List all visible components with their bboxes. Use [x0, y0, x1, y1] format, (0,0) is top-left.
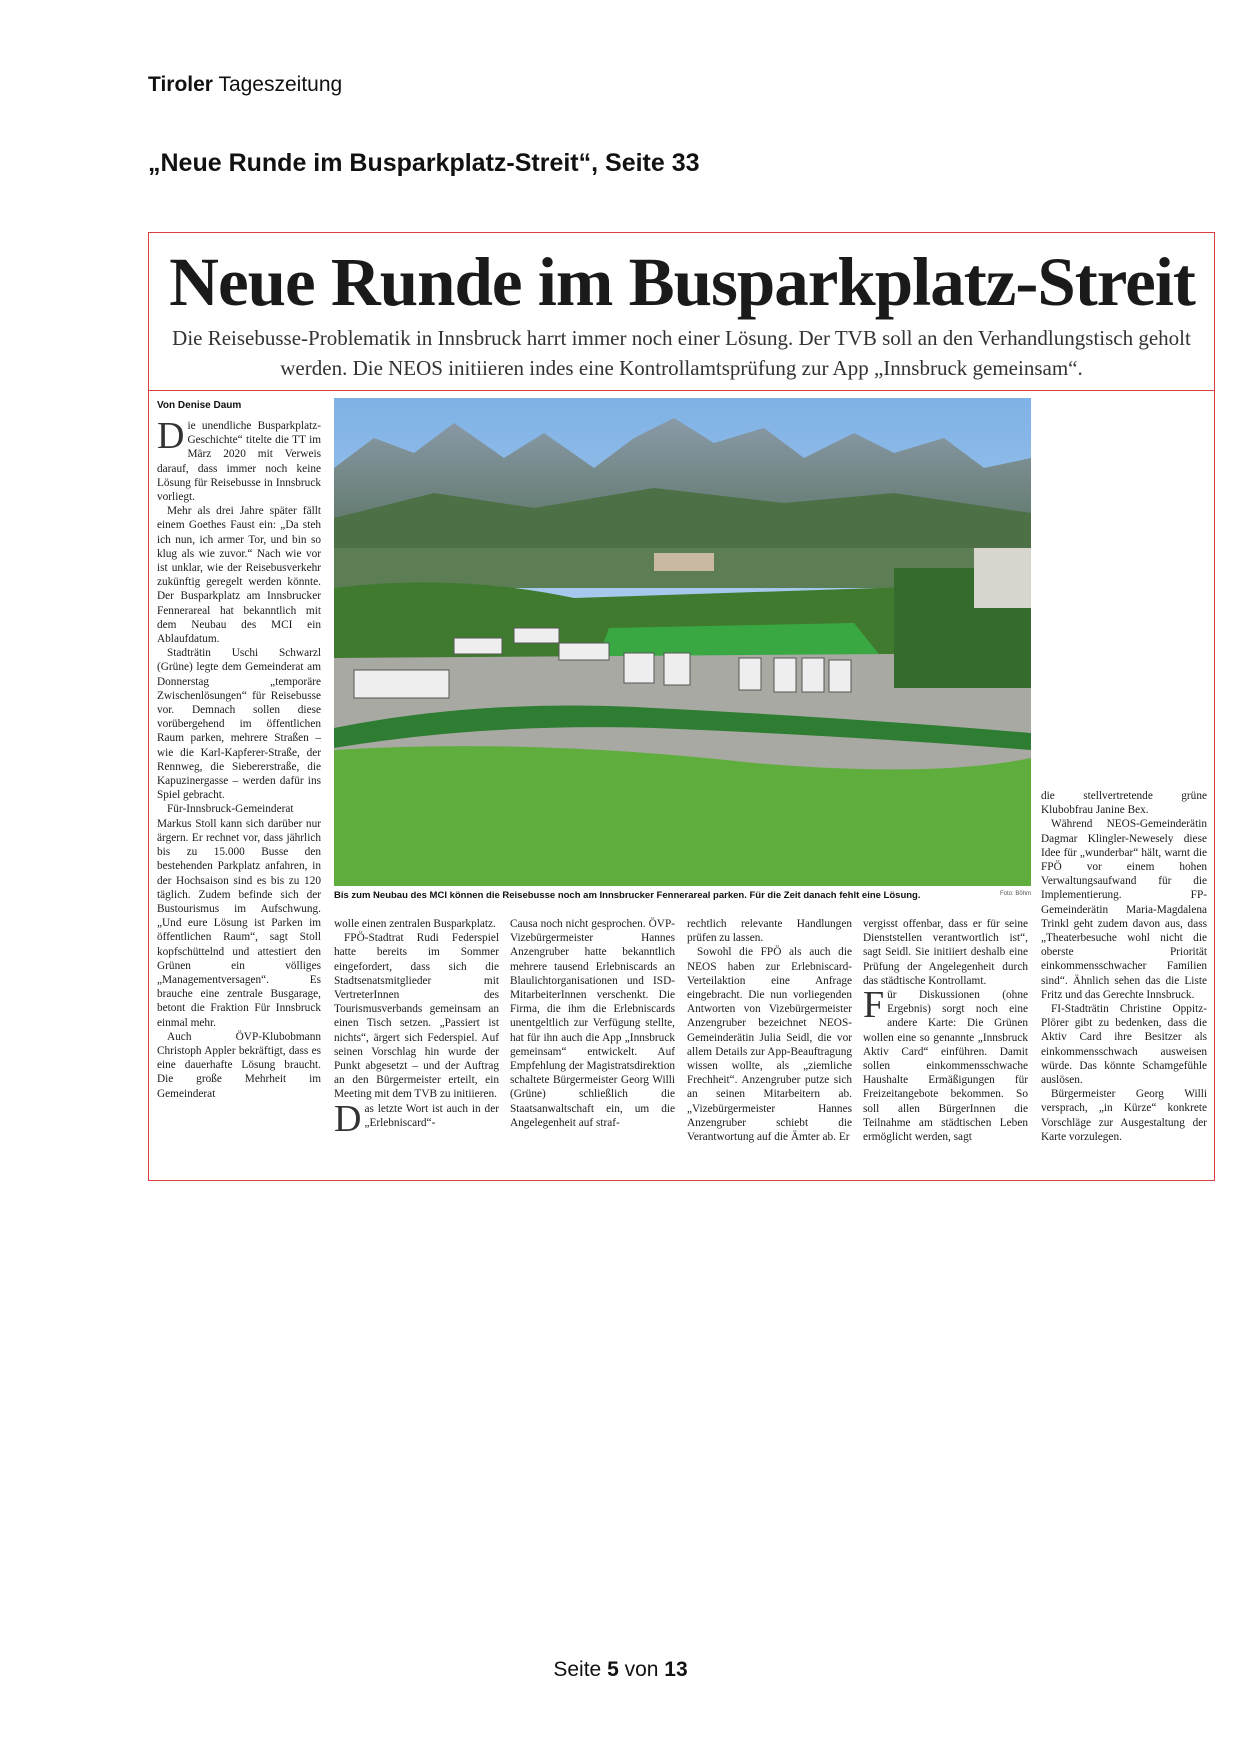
column-2	[334, 917, 499, 1140]
total-pages: 13	[664, 1658, 688, 1681]
paragraph	[334, 1097, 499, 1140]
drop-cap: F	[863, 984, 885, 1027]
paragraph: rechtlich relevante Handlungen prüfen zu lassen.	[687, 918, 852, 945]
drop-cap: D	[157, 415, 185, 457]
paragraph: Während NEOS-Gemeinderätin Dagmar Klingler-Newesely diese Idee für „wunderbar“ hält, warnt die FPÖ vor einem hohen Verwaltungsaufwand für die Implementierung. FP-Gemeinderätin Maria-Magdalena Trinkl geht zudem davon aus, dass „Theaterbesuche wohl nicht die oberste Priorität einkommensschwacher Familien sind“. Ähnlich sehen das die Liste Fritz und das Gerechte Innsbruck.	[1041, 818, 1207, 1001]
paragraph: die stellvertretende grüne Klubobfrau Janine Bex.	[1041, 790, 1207, 817]
column-1	[157, 415, 321, 1101]
paragraph-text: ür Diskussionen (ohne Ergebnis) sorgt noch eine andere Karte: Die Grünen wollen eine so genannte „Innsbruck Aktiv Card“ einführen. Damit sollen einkommensschwache Haushalte Ermäßigungen für Freizeitangebote bekommen. So soll allen BürgerInnen die Teilnahme am städtischen Leben ermöglicht werden, sagt	[863, 989, 1028, 1144]
clip-title: „Neue Runde im Busparkplatz-Streit“, Seite 33	[148, 149, 700, 177]
page-footer	[0, 1658, 1241, 1682]
column-6	[1041, 789, 1207, 1144]
paragraph	[157, 415, 321, 504]
paragraph: Sowohl die FPÖ als auch die NEOS haben zur Erlebniscard-Verteilaktion eine Anfrage eingebracht. Die nun vorliegenden Antworten von Vizebürgermeister Anzengruber bezeichnet NEOS-Gemeinderätin Julia Seidl, die vor allem Details zur App-Beauftragung wissen wollte, als „ziemliche Frechheit“. Anzengruber putze sich an seinen Mitarbeitern ab. „Vizebürgermeister Hannes Anzengruber schiebt die Verantwortung auf die Ämter ab. Er	[687, 946, 852, 1144]
current-page-number: 5	[607, 1658, 619, 1681]
paragraph: Für-Innsbruck-Gemeinderat Markus Stoll kann sich darüber nur ärgern. Er rechnet vor, dass jährlich bis zu 15.000 Busse den bestehenden Parkplatz anfahren, in der Hochsaison sind es bis zu 120 täglich. Zudem befinde sich der Bustourismus im Aufschwung. „Und eure Lösung ist Parken im öffentlichen Raum“, sagt Stoll kopfschüttelnd und attestiert den Grünen ein völliges „Managementversagen“. Es brauche eine zentrale Busgarage, betont die Fraktion Für Innsbruck einmal mehr.	[157, 803, 321, 1029]
column-4	[687, 917, 852, 1144]
paragraph-text: as letzte Wort ist auch in der „Erlebniscard“-	[364, 1102, 499, 1129]
photo-caption	[334, 890, 1031, 901]
paragraph-text: ie unendliche Busparkplatz-Geschichte“ titelte die TT im März 2020 mit Verweis darauf, dass immer noch keine Lösung für Reisebusse in Innsbruck vorliegt.	[157, 420, 321, 504]
publication-bold: Tiroler	[148, 73, 213, 96]
article-headline: Neue Runde im Busparkplatz-Streit	[169, 244, 1195, 320]
paragraph: Mehr als drei Jahre später fällt einem Goethes Faust ein: „Da steh ich nun, ich armer Tor, und bin so klug als wie zuvor.“ Nach wie vor ist unklar, wie der Reisebusverkehr zukünftig geregelt werden könnte. Der Busparkplatz am Innsbrucker Fennerareal hat bekanntlich mit dem Neubau des MCI ein Ablaufdatum.	[157, 505, 321, 646]
paragraph	[863, 984, 1028, 1144]
paragraph: vergisst offenbar, dass er für seine Dienststellen verantwortlich ist“, sagt Seidl. Sie initiiert deshalb eine Prüfung der Angelegenheit durch das städtische Kontrollamt.	[863, 918, 1028, 987]
publication-name	[148, 73, 342, 97]
column-5	[863, 917, 1028, 1144]
footer-separator: von	[624, 1658, 659, 1681]
article-photo	[334, 398, 1031, 886]
parking-lot-photo	[334, 398, 1031, 886]
paragraph: wolle einen zentralen Busparkplatz.	[334, 918, 496, 930]
publication-rest: Tageszeitung	[218, 73, 343, 96]
paragraph: Causa noch nicht gesprochen. ÖVP-Vizebürgermeister Hannes Anzengruber hatte bekanntlich mehrere tausend Erlebniscards an Blaulichtorganisationen und ISD-MitarbeiterInnen verschenkt. Die Firma, die ihm die Erlebniscards unentgeltlich zur Verfügung stellte, hat für ihn auch die App „Innsbruck gemeinsam“ entwickelt. Auf Empfehlung der Magistratsdirektion schaltete Bürgermeister Georg Willi (Grüne) schließlich die Staatsanwaltschaft ein, um die Angelegenheit auf straf-	[510, 918, 675, 1129]
column-3	[510, 917, 675, 1130]
paragraph: Auch ÖVP-Klubobmann Christoph Appler bekräftigt, dass es eine dauerhafte Lösung braucht. Die große Mehrheit im Gemeinderat	[157, 1030, 321, 1100]
paragraph: FI-Stadträtin Christine Oppitz-Plörer gibt zu bedenken, dass die Aktiv Card ihre Besitzer als einkommensschwach ausweisen würde. Das könnte Schamgefühle auslösen.	[1041, 1003, 1207, 1087]
photo-credit: Foto: Böhm	[999, 891, 1031, 897]
caption-text: Bis zum Neubau des MCI können die Reisebusse noch am Innsbrucker Fennerareal parken. Für die Zeit danach fehlt eine Lösung.	[334, 890, 921, 901]
headline-box	[149, 233, 1214, 391]
paragraph: FPÖ-Stadtrat Rudi Federspiel hatte bereits im Sommer eingefordert, dass sich die Stadtsenatsmitglieder mit VertreterInnen des Tourismusverbands gemeinsam an einen Tisch setzen. „Passiert ist nichts“, ärgert sich Federspiel. Auf seinen Vorschlag hin wurde der Punkt abgesetzt – und der Auftrag an den Bürgermeister erteilt, ein Meeting mit dem TVB zu initiieren.	[334, 932, 499, 1101]
byline: Von Denise Daum	[157, 400, 242, 411]
drop-cap: D	[334, 1097, 362, 1140]
newspaper-clipping	[148, 232, 1215, 1181]
paragraph: Stadträtin Uschi Schwarzl (Grüne) legte dem Gemeinderat am Donnerstag „temporäre Zwischenlösungen“ für Reisebusse vor. Demnach sollen diese vorübergehend im öffentlichen Raum parken, mehrere Straßen – wie die Karl-Kapferer-Straße, der Rennweg, die Siebererstraße, die Kapuzinergasse – werden dafür ins Spiel gebracht.	[157, 647, 321, 802]
footer-prefix: Seite	[553, 1658, 602, 1681]
paragraph: Bürgermeister Georg Willi versprach, „in Kürze“ konkrete Vorschläge zur Ausgestaltung der Karte vorzulegen.	[1041, 1088, 1207, 1143]
article-deck: Die Reisebusse-Problematik in Innsbruck harrt immer noch einer Lösung. Der TVB soll an den Verhandlungstisch geholt werden. Die NEOS initiieren indes eine Kontrollamtsprüfung zur App „Innsbruck gemeinsam“.	[172, 326, 1191, 380]
